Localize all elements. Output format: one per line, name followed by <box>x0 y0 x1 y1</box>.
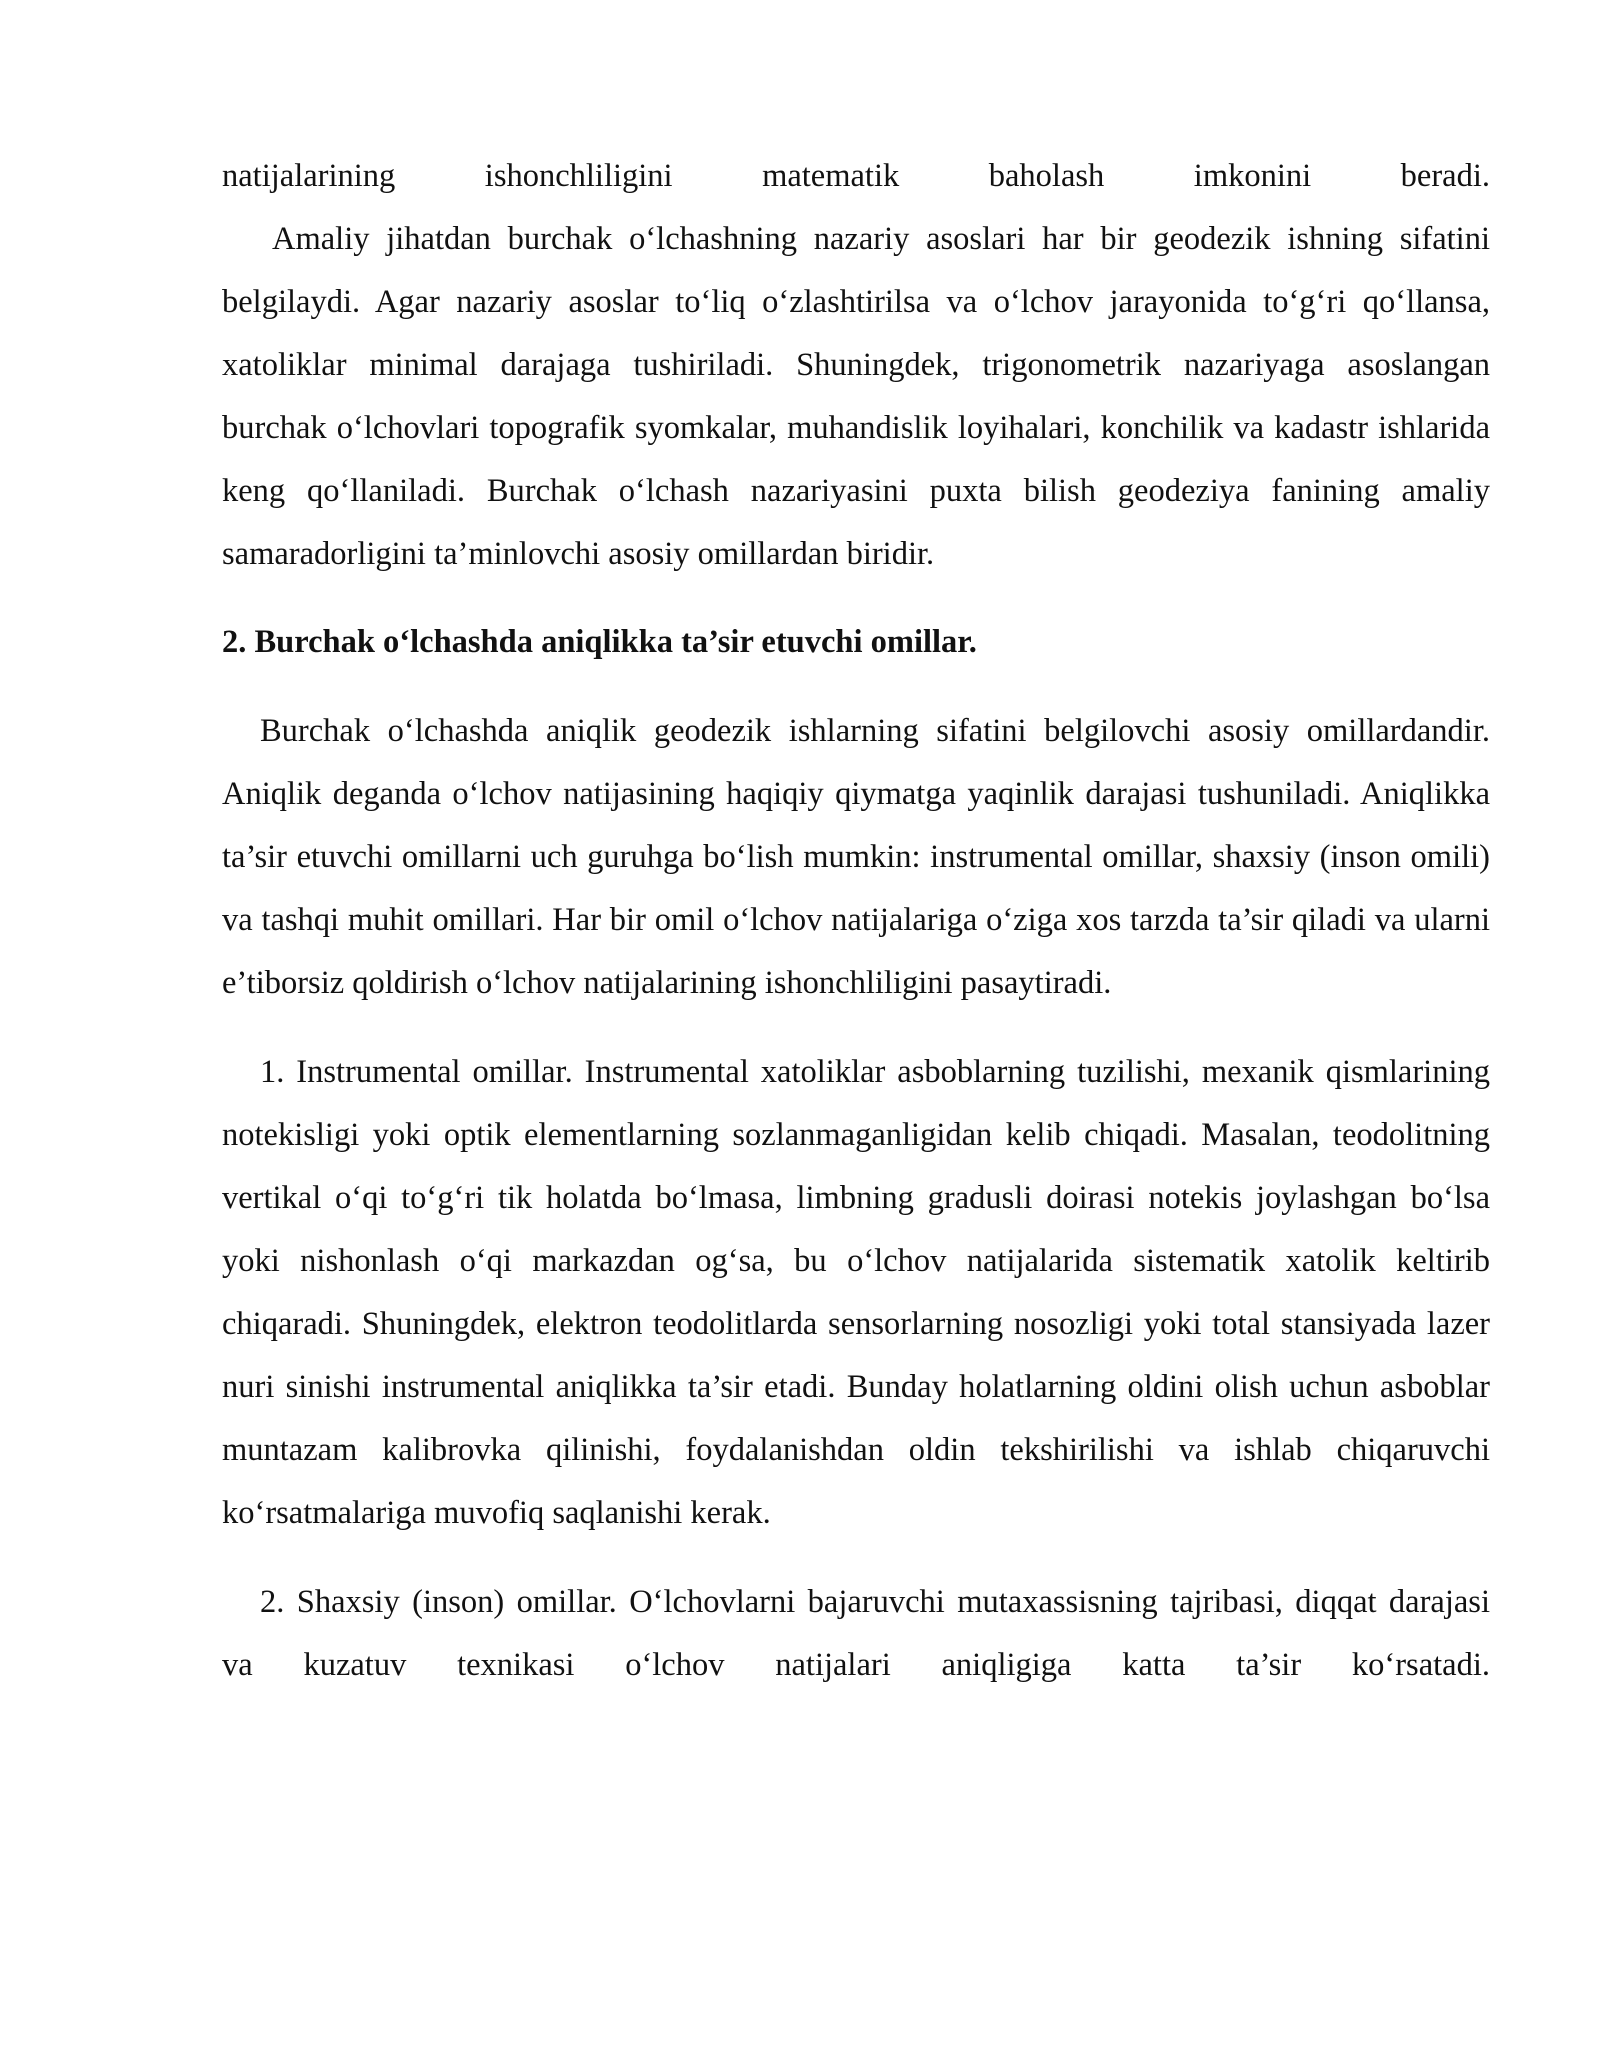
section-heading: 2. Burchak o‘lchashda aniqlikka ta’sir etuvchi omillar. <box>222 624 977 660</box>
document-page <box>222 145 1490 1697</box>
paragraph-personal-factors: 2. Shaxsiy (inson) omillar. O‘lchovlarni bajaruvchi mutaxassisning tajribasi, diqqat darajasi va kuzatuv texnikasi o‘lchov natijalari aniqligiga katta ta’sir ko‘rsatadi. <box>222 1584 1490 1683</box>
paragraph-theory-importance: Amaliy jihatdan burchak o‘lchashning nazariy asoslari har bir geodezik ishning sifatini belgilaydi. Agar nazariy asoslar to‘liq o‘zlashtirilsa va o‘lchov jarayonida to‘g‘ri qo‘llansa, xatoliklar minimal darajaga tushiriladi. Shuningdek, trigonometrik nazariyaga asoslangan burchak o‘lchovlari topografik syomkalar, muhandislik loyihalari, konchilik va kadastr ishlarida keng qo‘llaniladi. Burchak o‘lchash nazariyasini puxta bilish geodeziya fanining amaliy samaradorligini ta’minlovchi asosiy omillardan biridir. <box>222 221 1490 572</box>
continuation-text: natijalarining ishonchliligini matematik baholash imkonini beradi. <box>222 158 1490 194</box>
paragraph-instrumental-factors: 1. Instrumental omillar. Instrumental xatoliklar asboblarning tuzilishi, mexanik qismlarining notekisligi yoki optik elementlarning sozlanmaganligidan kelib chiqadi. Masalan, teodolitning vertikal o‘qi to‘g‘ri tik holatda bo‘lmasa, limbning gradusli doirasi notekis joylashgan bo‘lsa yoki nishonlash o‘qi markazdan og‘sa, bu o‘lchov natijalarida sistematik xatolik keltirib chiqaradi. Shuningdek, elektron teodolitlarda sensorlarning nosozligi yoki total stansiyada lazer nuri sinishi instrumental aniqlikka ta’sir etadi. Bunday holatlarning oldini olish uchun asboblar muntazam kalibrovka qilinishi, foydalanishdan oldin tekshirilishi va ishlab chiqaruvchi ko‘rsatmalariga muvofiq saqlanishi kerak. <box>222 1054 1490 1531</box>
paragraph-accuracy-factors: Burchak o‘lchashda aniqlik geodezik ishlarning sifatini belgilovchi asosiy omillardandir. Aniqlik deganda o‘lchov natijasining haqiqiy qiymatga yaqinlik darajasi tushuniladi. Aniqlikka ta’sir etuvchi omillarni uch guruhga bo‘lish mumkin: instrumental omillar, shaxsiy (inson omili) va tashqi muhit omillari. Har bir omil o‘lchov natijalariga o‘ziga xos tarzda ta’sir qiladi va ularni e’tiborsiz qoldirish o‘lchov natijalarining ishonchliligini pasaytiradi. <box>222 713 1490 1001</box>
